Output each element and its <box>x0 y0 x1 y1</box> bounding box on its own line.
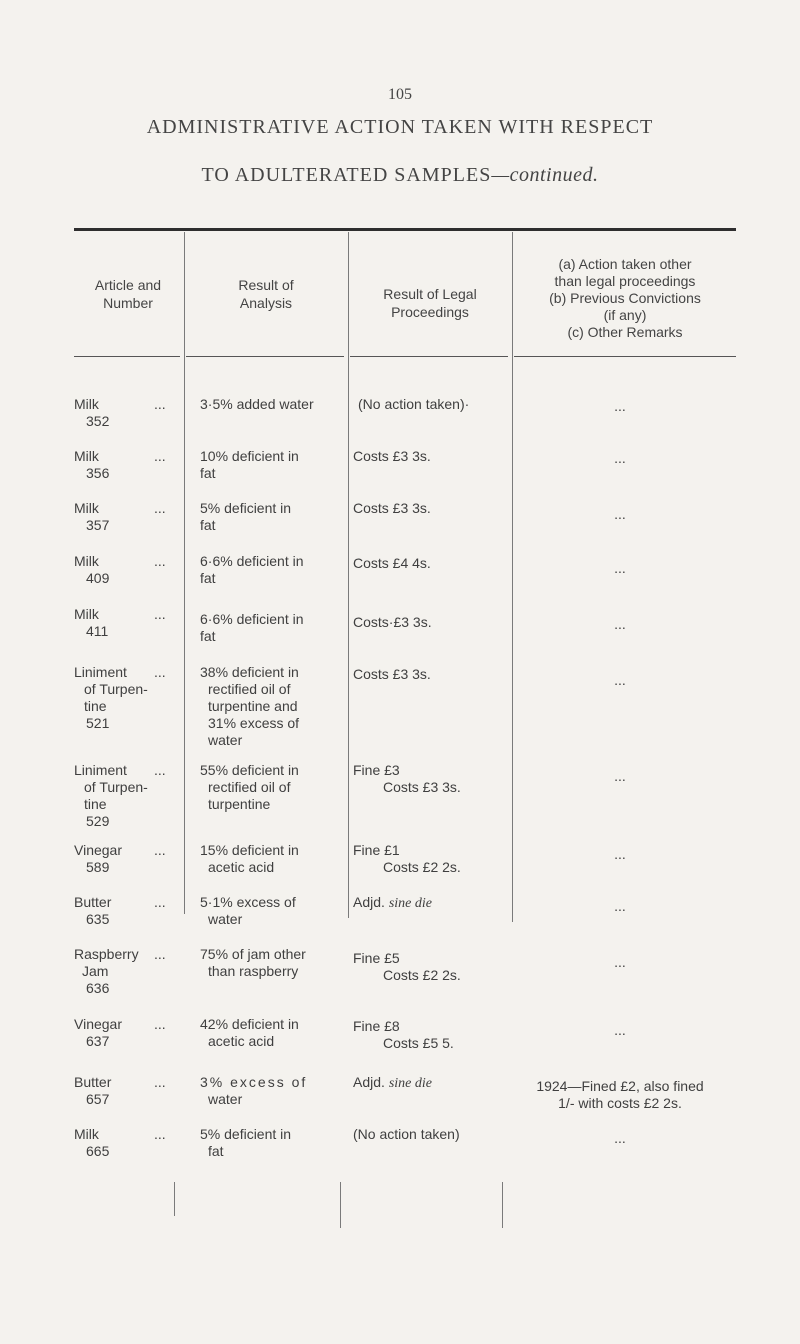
column-divider-2 <box>348 232 349 918</box>
table-row-356-remarks <box>510 450 730 467</box>
table-row-529-article <box>74 762 174 830</box>
analysis-line: 6·6% deficient in <box>200 553 304 569</box>
analysis-line: 31% excess of <box>208 715 300 731</box>
leader-dots: ... <box>154 1016 166 1032</box>
legal-sine-die: sine die <box>388 896 432 911</box>
table-row-521-legal <box>353 666 503 683</box>
header-remarks-line: (if any) <box>603 307 647 323</box>
article-number: 635 <box>86 911 110 927</box>
leader-dots: ... <box>154 606 166 622</box>
table-row-356-analysis <box>200 448 340 482</box>
leader-dots: ... <box>154 1074 166 1090</box>
table-row-589-article <box>74 842 174 876</box>
legal-line: Fine £1 <box>353 842 400 858</box>
legal-adjd: Adjd. <box>353 1074 385 1090</box>
table-row-635-remarks <box>510 898 730 915</box>
article-name: Liniment <box>74 762 127 778</box>
table-row-357-article <box>74 500 174 534</box>
table-row-409-analysis <box>200 553 340 587</box>
table-row-637-legal <box>353 1018 503 1052</box>
remark-line: ... <box>614 450 626 466</box>
table-row-665-remarks <box>510 1130 730 1147</box>
header-legal-line: Result of Legal <box>383 286 477 302</box>
analysis-line: 75% of jam other <box>200 946 306 962</box>
analysis-line: turpentine <box>208 796 271 812</box>
table-row-411-article <box>74 606 174 640</box>
legal-line: Fine £3 <box>353 762 400 778</box>
table-row-356-legal <box>353 448 503 465</box>
header-rule-3 <box>350 356 508 357</box>
legal-line: Costs £5 5. <box>383 1035 454 1051</box>
analysis-line: 38% deficient in <box>200 664 299 680</box>
analysis-line: 3·5% added water <box>200 396 314 412</box>
remark-line: ... <box>614 1130 626 1146</box>
leader-dots: ... <box>154 500 166 516</box>
remark-line: ... <box>614 560 626 576</box>
analysis-line: turpentine and <box>208 698 298 714</box>
analysis-line: 42% deficient in <box>200 1016 299 1032</box>
article-number: 352 <box>86 413 110 429</box>
legal-line: Costs £3 3s. <box>383 779 461 795</box>
leader-dots: ... <box>154 664 166 680</box>
table-row-635-analysis <box>200 894 340 928</box>
analysis-line: than raspberry <box>208 963 299 979</box>
legal-line: Costs £3 3s. <box>353 500 431 516</box>
remark-line: ... <box>614 672 626 688</box>
analysis-line: fat <box>208 1143 224 1159</box>
page-title-continued: —continued. <box>491 164 599 186</box>
table-row-589-legal <box>353 842 503 876</box>
analysis-line: water <box>208 1091 243 1107</box>
leader-dots: ... <box>154 946 166 962</box>
table-row-411-remarks <box>510 616 730 633</box>
legal-sine-die: sine die <box>388 1076 432 1091</box>
column-divider-1 <box>184 232 185 914</box>
column-divider-1-tail <box>174 1182 175 1216</box>
table-row-357-legal <box>353 500 503 517</box>
article-number: 665 <box>86 1143 110 1159</box>
leader-dots: ... <box>154 762 166 778</box>
table-row-636-analysis <box>200 946 340 980</box>
table-row-521-analysis <box>200 664 340 749</box>
header-rule-1 <box>74 356 180 357</box>
article-name: Liniment <box>74 664 127 680</box>
remark-line: 1924—Fined £2, also fined <box>536 1078 704 1094</box>
remark-line: ... <box>614 898 626 914</box>
table-row-657-article <box>74 1074 174 1108</box>
header-remarks-line: than legal proceedings <box>554 273 696 289</box>
page-title-line-2 <box>0 164 800 187</box>
table-row-409-remarks <box>510 560 730 577</box>
analysis-line: water <box>208 911 243 927</box>
header-remarks <box>514 256 736 341</box>
article-number: 636 <box>86 980 110 996</box>
article-number: 411 <box>86 623 109 639</box>
article-name: Vinegar <box>74 1016 123 1032</box>
header-legal-line: Proceedings <box>391 304 469 320</box>
table-row-409-legal <box>353 555 503 572</box>
table-row-665-legal <box>353 1126 503 1143</box>
header-remarks-line: (b) Previous Convictions <box>549 290 701 306</box>
analysis-line: 5·1% excess of <box>200 894 296 910</box>
table-row-529-legal <box>353 762 503 796</box>
table-top-rule <box>74 228 736 231</box>
table-row-637-article <box>74 1016 174 1050</box>
leader-dots: ... <box>154 396 166 412</box>
table-row-637-analysis <box>200 1016 340 1050</box>
table-row-657-legal <box>353 1074 503 1092</box>
table-row-352-article <box>74 396 174 430</box>
analysis-line: 55% deficient in <box>200 762 299 778</box>
column-divider-2-tail <box>340 1182 341 1228</box>
column-divider-3-tail <box>502 1182 503 1228</box>
table-row-635-article <box>74 894 174 928</box>
legal-line: Fine £8 <box>353 1018 400 1034</box>
article-name-cont: Jam <box>82 963 109 979</box>
table-row-665-analysis <box>200 1126 340 1160</box>
header-remarks-line: (c) Other Remarks <box>567 324 683 340</box>
article-name: Raspberry <box>74 946 139 962</box>
table-row-636-article <box>74 946 174 997</box>
table-row-409-article <box>74 553 174 587</box>
legal-line: Costs £2 2s. <box>383 967 461 983</box>
article-name: Vinegar <box>74 842 123 858</box>
legal-line: (No action taken) <box>353 1126 460 1142</box>
article-name: Milk <box>74 1126 99 1142</box>
analysis-line: fat <box>200 570 216 586</box>
table-row-529-analysis <box>200 762 340 813</box>
article-name-cont: tine <box>84 796 107 812</box>
table-row-636-legal <box>353 950 503 984</box>
remark-line: ... <box>614 616 626 632</box>
header-article <box>74 276 182 312</box>
table-row-357-remarks <box>510 506 730 523</box>
legal-line: Costs·£3 3s. <box>353 614 432 630</box>
legal-line: Costs £4 4s. <box>353 555 431 571</box>
analysis-line: fat <box>200 628 216 644</box>
page-title-line-1: ADMINISTRATIVE ACTION TAKEN WITH RESPECT <box>146 116 654 138</box>
article-name: Milk <box>74 500 99 516</box>
article-number: 521 <box>86 715 110 731</box>
table-row-636-remarks <box>510 954 730 971</box>
analysis-line: rectified oil of <box>208 779 291 795</box>
header-article-line: Number <box>103 295 153 311</box>
table-row-657-analysis <box>200 1074 340 1108</box>
table-row-352-legal <box>358 396 508 413</box>
analysis-line: rectified oil of <box>208 681 291 697</box>
article-number: 529 <box>86 813 110 829</box>
analysis-line: fat <box>200 517 216 533</box>
article-number: 409 <box>86 570 110 586</box>
table-row-411-analysis <box>200 611 340 645</box>
analysis-line: 6·6% deficient in <box>200 611 304 627</box>
analysis-line: 5% deficient in <box>200 500 292 516</box>
page-title-main: TO ADULTERATED SAMPLES <box>201 164 492 186</box>
analysis-line: 5% deficient in <box>200 1126 292 1142</box>
table-row-352-analysis <box>200 396 340 413</box>
remark-line: ... <box>614 846 626 862</box>
analysis-line: 3% excess of <box>200 1074 308 1090</box>
table-row-357-analysis <box>200 500 340 534</box>
header-remarks-line: (a) Action taken other <box>558 256 692 272</box>
article-name: Butter <box>74 894 112 910</box>
page-number: 105 <box>388 86 412 103</box>
remark-line: ... <box>614 768 626 784</box>
column-divider-3 <box>512 232 513 922</box>
leader-dots: ... <box>154 1126 166 1142</box>
header-article-line: Article and <box>94 277 162 293</box>
remark-line: ... <box>614 506 626 522</box>
article-name: Milk <box>74 396 99 412</box>
analysis-line: 15% deficient in <box>200 842 299 858</box>
legal-line: Costs £3 3s. <box>353 666 431 682</box>
table-row-352-remarks <box>510 398 730 415</box>
article-number: 356 <box>86 465 110 481</box>
legal-adjd: Adjd. <box>353 894 385 910</box>
analysis-line: acetic acid <box>208 859 275 875</box>
article-name: Milk <box>74 553 99 569</box>
leader-dots: ... <box>154 894 166 910</box>
article-name-cont: of Turpen- <box>84 779 148 795</box>
table-row-521-article <box>74 664 174 732</box>
header-rule-2 <box>186 356 344 357</box>
remark-line: ... <box>614 398 626 414</box>
article-name-cont: tine <box>84 698 107 714</box>
header-analysis <box>186 276 346 312</box>
table-row-589-remarks <box>510 846 730 863</box>
remark-line: ... <box>614 954 626 970</box>
header-rule-4 <box>514 356 736 357</box>
header-analysis-line: Analysis <box>239 295 293 311</box>
remark-line: ... <box>614 1022 626 1038</box>
remark-line: 1/- with costs £2 2s. <box>558 1095 682 1111</box>
article-number: 357 <box>86 517 110 533</box>
analysis-line: fat <box>200 465 216 481</box>
table-row-521-remarks <box>510 672 730 689</box>
article-number: 637 <box>86 1033 110 1049</box>
leader-dots: ... <box>154 553 166 569</box>
table-row-635-legal <box>353 894 503 912</box>
analysis-line: acetic acid <box>208 1033 275 1049</box>
analysis-line: 10% deficient in <box>200 448 299 464</box>
table-row-665-article <box>74 1126 174 1160</box>
leader-dots: ... <box>154 448 166 464</box>
legal-line: Costs £3 3s. <box>353 448 431 464</box>
table-row-356-article <box>74 448 174 482</box>
header-analysis-line: Result of <box>238 277 294 293</box>
legal-line: Costs £2 2s. <box>383 859 461 875</box>
article-name: Milk <box>74 606 99 622</box>
leader-dots: ... <box>154 842 166 858</box>
article-name: Butter <box>74 1074 112 1090</box>
legal-line: Fine £5 <box>353 950 400 966</box>
table-row-411-legal <box>353 614 503 631</box>
legal-line: (No action taken)· <box>358 396 470 412</box>
article-number: 657 <box>86 1091 110 1107</box>
article-number: 589 <box>86 859 110 875</box>
table-row-657-remarks <box>510 1078 730 1112</box>
article-name-cont: of Turpen- <box>84 681 148 697</box>
table-row-589-analysis <box>200 842 340 876</box>
header-legal <box>350 285 510 321</box>
analysis-line: water <box>208 732 243 748</box>
table-row-529-remarks <box>510 768 730 785</box>
table-row-637-remarks <box>510 1022 730 1039</box>
article-name: Milk <box>74 448 99 464</box>
